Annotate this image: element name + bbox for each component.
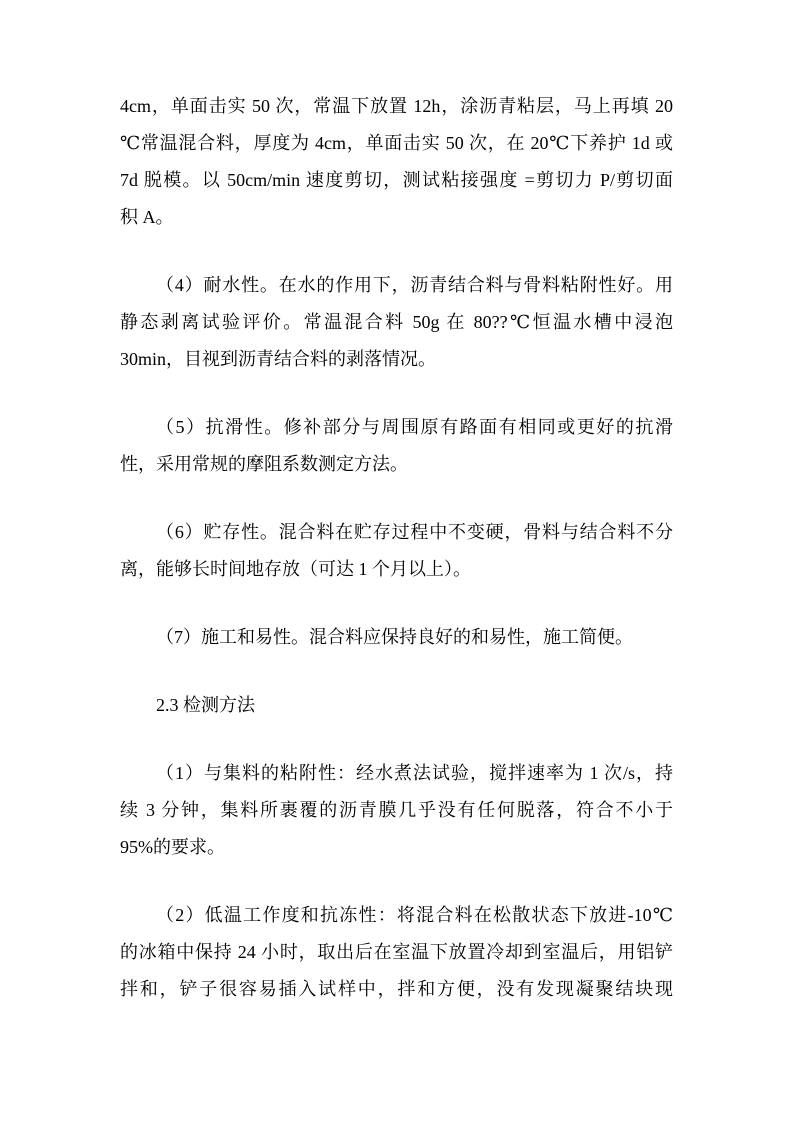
paragraph-low-temperature xyxy=(120,897,673,1008)
page-body xyxy=(120,88,673,1008)
text-line: 的冰箱中保持 24 小时，取出后在室温下放置冷却到室温后，用铝铲 xyxy=(120,942,673,962)
paragraph-workability xyxy=(120,619,673,656)
text-line: （7）施工和易性。混合料应保持良好的和易性，施工简便。 xyxy=(156,627,633,647)
section-heading-text: 2.3 检测方法 xyxy=(156,695,255,715)
text-line: 拌和，铲子很容易插入试样中，拌和方便，没有发现凝聚结块现 xyxy=(120,979,673,999)
paragraph-water-resistance xyxy=(120,267,673,378)
text-line: 续 3 分钟，集料所裹覆的沥青膜几乎没有任何脱落，符合不小于 xyxy=(120,800,673,820)
section-heading xyxy=(120,687,673,724)
text-line: （2）低温工作度和抗冻性：将混合料在松散状态下放进-10℃ xyxy=(156,905,673,925)
text-line: 95%的要求。 xyxy=(120,837,225,857)
text-line: 7d 脱模。以 50cm/min 速度剪切，测试粘接强度 =剪切力 P/剪切面 xyxy=(120,170,673,190)
text-line: 性，采用常规的摩阻系数测定方法。 xyxy=(120,454,408,474)
text-line: （4）耐水性。在水的作用下，沥青结合料与骨料粘附性好。用 xyxy=(156,275,673,295)
text-line: 静态剥离试验评价。常温混合料 50g 在 80??℃恒温水槽中浸泡 xyxy=(120,312,673,332)
paragraph-storage-stability xyxy=(120,514,673,588)
text-line: （1）与集料的粘附性：经水煮法试验，搅拌速率为 1 次/s，持 xyxy=(156,763,673,783)
paragraph-shear-bond-test xyxy=(120,88,673,236)
text-line: 4cm，单面击实 50 次，常温下放置 12h，涂沥青粘层，马上再填 20 xyxy=(120,96,673,116)
text-line: 30min，目视到沥青结合料的剥落情况。 xyxy=(120,349,437,369)
text-line: ℃常温混合料，厚度为 4cm，单面击实 50 次，在 20℃下养护 1d 或 xyxy=(120,133,673,153)
text-line: 积 A。 xyxy=(120,207,174,227)
text-line: （5）抗滑性。修补部分与周围原有路面有相同或更好的抗滑 xyxy=(156,417,673,437)
text-line: 离，能够长时间地存放（可达 1 个月以上）。 xyxy=(120,559,471,579)
paragraph-aggregate-adhesion xyxy=(120,755,673,866)
text-line: （6）贮存性。混合料在贮存过程中不变硬，骨料与结合料不分 xyxy=(156,522,673,542)
paragraph-skid-resistance xyxy=(120,409,673,483)
